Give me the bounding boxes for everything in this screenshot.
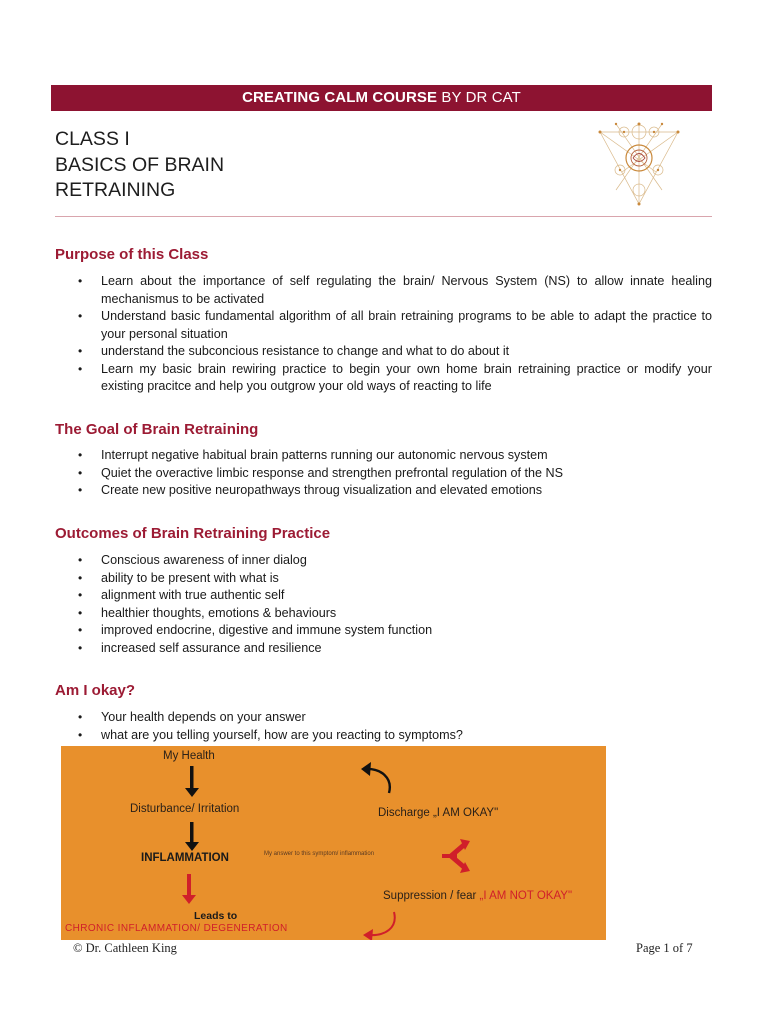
class-title <box>55 127 224 204</box>
title-line-2: BASICS OF BRAIN <box>55 153 225 176</box>
course-banner <box>51 85 712 111</box>
outcomes-heading: Outcomes of Brain Retraining Practice <box>55 525 331 542</box>
arrow-down-icon <box>185 822 199 851</box>
bullet-icon: • <box>78 465 83 480</box>
list-item: • Learn about the importance of self regulating the brain/ Nervous System (NS) to allow innate healing mechanismus to be activated <box>78 274 712 306</box>
outcomes-list <box>78 552 712 657</box>
footer-page-number: Page 1 of 7 <box>636 941 693 955</box>
fork-arrow-icon <box>442 839 470 873</box>
arrow-down-icon <box>185 766 199 797</box>
list-item: • Interrupt negative habitual brain patterns running our autonomic nervous system <box>78 447 712 465</box>
list-item: • increased self assurance and resilience <box>78 640 712 658</box>
purpose-list <box>78 273 712 396</box>
curved-arrow-icon <box>363 912 395 940</box>
bullet-icon: • <box>78 570 83 585</box>
bullet-icon: • <box>78 483 83 497</box>
bullet-icon: • <box>78 623 83 637</box>
purpose-heading: Purpose of this Class <box>55 246 209 263</box>
bullet-icon: • <box>78 274 83 288</box>
bullet-icon: • <box>78 309 83 323</box>
bullet-icon: • <box>78 710 83 724</box>
suppression-label <box>383 890 572 902</box>
health-flow-diagram <box>61 746 606 940</box>
bullet-icon: • <box>78 553 83 567</box>
bullet-icon: • <box>78 605 83 620</box>
inflammation-label: INFLAMMATION <box>141 852 229 864</box>
bullet-icon: • <box>78 448 83 462</box>
list-item: • Create new positive neuropathways throug visualization and elevated emotions <box>78 482 712 500</box>
title-divider <box>55 216 712 217</box>
suppression-text: Suppression / fear <box>383 890 477 902</box>
list-item: • what are you telling yourself, how are you reacting to symptoms? <box>78 727 712 745</box>
okay-heading: Am I okay? <box>55 682 136 699</box>
curved-arrow-icon <box>361 762 390 793</box>
list-item: • understand the subconcious resistance to change and what to do about it <box>78 343 712 361</box>
list-item: • Conscious awareness of inner dialog <box>78 552 712 570</box>
bullet-icon: • <box>78 361 83 376</box>
bullet-icon: • <box>78 640 83 655</box>
sacred-geometry-logo-icon <box>596 120 682 208</box>
list-item: • healthier thoughts, emotions & behaviours <box>78 605 712 623</box>
bullet-icon: • <box>78 588 83 602</box>
my-health-label: My Health <box>163 750 215 762</box>
chronic-inflammation-label: CHRONIC INFLAMMATION/ DEGENERATION <box>65 923 288 934</box>
banner-author: BY DR CAT <box>437 89 521 106</box>
title-line-1: CLASS I <box>55 128 130 150</box>
list-item: • Understand basic fundamental algorithm of all brain retraining programs to be able to adapt the practice to your personal situation <box>78 309 712 341</box>
my-answer-label: My answer to this symptom/ inflammation <box>264 851 375 857</box>
bullet-icon: • <box>78 727 83 742</box>
okay-list <box>78 709 712 744</box>
banner-course-name: CREATING CALM COURSE <box>242 89 438 106</box>
list-item: • Learn my basic brain rewiring practice to begin your own home brain retraining practice or modify your existing pracitce and help you outgrow your old ways of reacting to life <box>78 361 712 393</box>
goal-list <box>78 447 712 500</box>
goal-heading: The Goal of Brain Retraining <box>55 421 259 438</box>
list-item: • improved endocrine, digestive and immune system function <box>78 622 712 640</box>
list-item: • ability to be present with what is <box>78 570 712 588</box>
list-item: • Your health depends on your answer <box>78 709 712 727</box>
list-item: • alignment with true authentic self <box>78 587 712 605</box>
footer-copyright: © Dr. Cathleen King <box>73 941 177 955</box>
discharge-label: Discharge „I AM OKAY" <box>378 807 499 819</box>
disturbance-label: Disturbance/ Irritation <box>130 803 240 815</box>
bullet-icon: • <box>78 344 83 358</box>
list-item: • Quiet the overactive limbic response and strengthen prefrontal regulation of the NS <box>78 465 712 483</box>
leads-to-label: Leads to <box>194 910 238 922</box>
not-okay-text: „I AM NOT OKAY" <box>479 890 573 902</box>
title-line-3: RETRAINING <box>55 179 176 201</box>
diagram-arrows <box>61 746 606 940</box>
arrow-down-icon <box>182 874 196 904</box>
